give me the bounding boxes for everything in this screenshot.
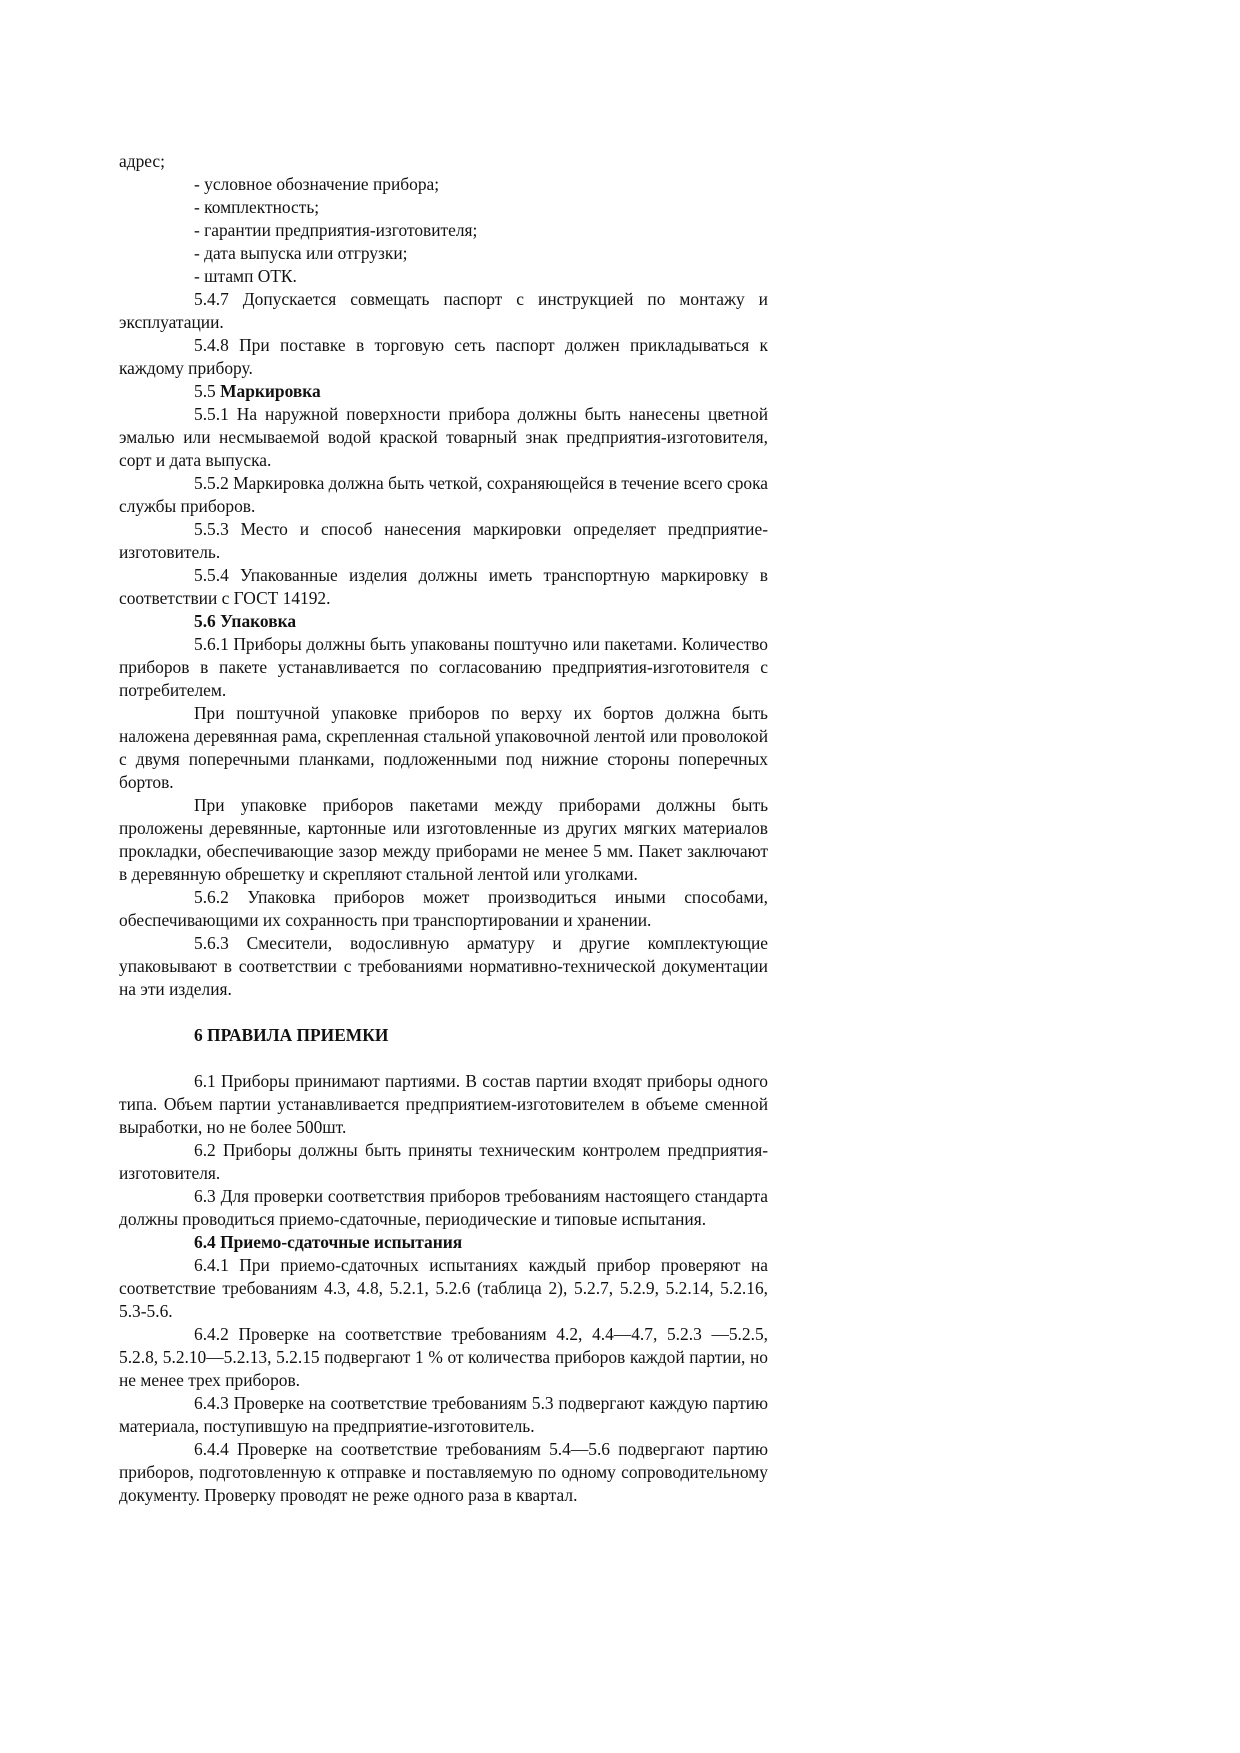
- paragraph-5-6-1-single-packing: При поштучной упаковке приборов по верху их бортов должна быть наложена деревянная рама, скрепленная стальной упаковочной лентой или проволокой с двумя поперечными планками, подложенными под нижние стороны поперечных бортов.: [119, 703, 768, 792]
- list-item: - условное обозначение прибора;: [194, 174, 440, 194]
- paragraph-6-4-2: 6.4.2 Проверке на соответствие требованиям 4.2, 4.4—4.7, 5.2.3 —5.2.5, 5.2.8, 5.2.10—5.2.13, 5.2.15 подвергают 1 % от количества приборов каждой партии, но не менее трех приборов.: [119, 1324, 768, 1390]
- heading-6-4: 6.4 Приемо-сдаточные испытания: [194, 1232, 463, 1252]
- paragraph-5-5-1: 5.5.1 На наружной поверхности прибора должны быть нанесены цветной эмалью или несмываемой водой краской товарный знак предприятия-изготовителя, сорт и дата выпуска.: [119, 404, 768, 470]
- paragraph-5-5-4: 5.5.4 Упакованные изделия должны иметь транспортную маркировку в соответствии с ГОСТ 14192.: [119, 565, 768, 608]
- document-page: [119, 150, 768, 1507]
- paragraph-5-4-8: 5.4.8 При поставке в торговую сеть паспорт должен прикладываться к каждому прибору.: [119, 335, 768, 378]
- paragraph-5-6-1-batch-packing: При упаковке приборов пакетами между приборами должны быть проложены деревянные, картонные или изготовленные из других мягких материалов прокладки, обеспечивающие зазор между приборами не менее 5 мм. Пакет заключают в деревянную обрешетку и скрепляют стальной лентой или уголками.: [119, 795, 768, 884]
- heading-5-5-number: 5.5: [194, 381, 221, 401]
- section-6-title: 6 ПРАВИЛА ПРИЕМКИ: [194, 1025, 389, 1045]
- heading-5-5-title: Маркировка: [220, 381, 321, 401]
- section-spacer: [119, 1001, 768, 1024]
- list-item: - гарантии предприятия-изготовителя;: [194, 220, 478, 240]
- paragraph-5-4-7: 5.4.7 Допускается совмещать паспорт с инструкцией по монтажу и эксплуатации.: [119, 289, 768, 332]
- list-item: - дата выпуска или отгрузки;: [194, 243, 408, 263]
- paragraph-6-4-4: 6.4.4 Проверке на соответствие требованиям 5.4—5.6 подвергают партию приборов, подготовленную к отправке и поставляемую по одному сопроводительному документу. Проверку проводят не реже одного раза в квартал.: [119, 1439, 768, 1505]
- list-item: - комплектность;: [194, 197, 320, 217]
- paragraph-6-4-3: 6.4.3 Проверке на соответствие требованиям 5.3 подвергают каждую партию материала, поступившую на предприятие-изготовитель.: [119, 1393, 768, 1436]
- top-fragment: адрес;: [119, 151, 165, 171]
- paragraph-5-6-3: 5.6.3 Смесители, водосливную арматуру и другие комплектующие упаковывают в соответствии с требованиями нормативно-технической документации на эти изделия.: [119, 933, 768, 999]
- paragraph-6-2: 6.2 Приборы должны быть приняты техническим контролем предприятия-изготовителя.: [119, 1140, 768, 1183]
- list-item: - штамп ОТК.: [194, 266, 297, 286]
- paragraph-5-5-3: 5.5.3 Место и способ нанесения маркировки определяет предприятие-изготовитель.: [119, 519, 768, 562]
- paragraph-6-4-1: 6.4.1 При приемо-сдаточных испытаниях каждый прибор проверяют на соответствие требованиям 4.3, 4.8, 5.2.1, 5.2.6 (таблица 2), 5.2.7, 5.2.9, 5.2.14, 5.2.16, 5.3-5.6.: [119, 1255, 768, 1321]
- paragraph-6-1: 6.1 Приборы принимают партиями. В состав партии входят приборы одного типа. Объем партии устанавливается предприятием-изготовителем в объеме сменной выработки, но не более 500шт.: [119, 1071, 768, 1137]
- paragraph-5-6-2: 5.6.2 Упаковка приборов может производиться иными способами, обеспечивающими их сохранность при транспортировании и хранении.: [119, 887, 768, 930]
- paragraph-6-3: 6.3 Для проверки соответствия приборов требованиям настоящего стандарта должны проводиться приемо-сдаточные, периодические и типовые испытания.: [119, 1186, 768, 1229]
- paragraph-5-6-1: 5.6.1 Приборы должны быть упакованы поштучно или пакетами. Количество приборов в пакете устанавливается по согласованию предприятия-изготовителя с потребителем.: [119, 634, 768, 700]
- heading-5-6: 5.6 Упаковка: [194, 611, 297, 631]
- paragraph-5-5-2: 5.5.2 Маркировка должна быть четкой, сохраняющейся в течение всего срока службы приборов.: [119, 473, 768, 516]
- section-spacer: [119, 1047, 768, 1070]
- heading-5-5: [119, 380, 768, 403]
